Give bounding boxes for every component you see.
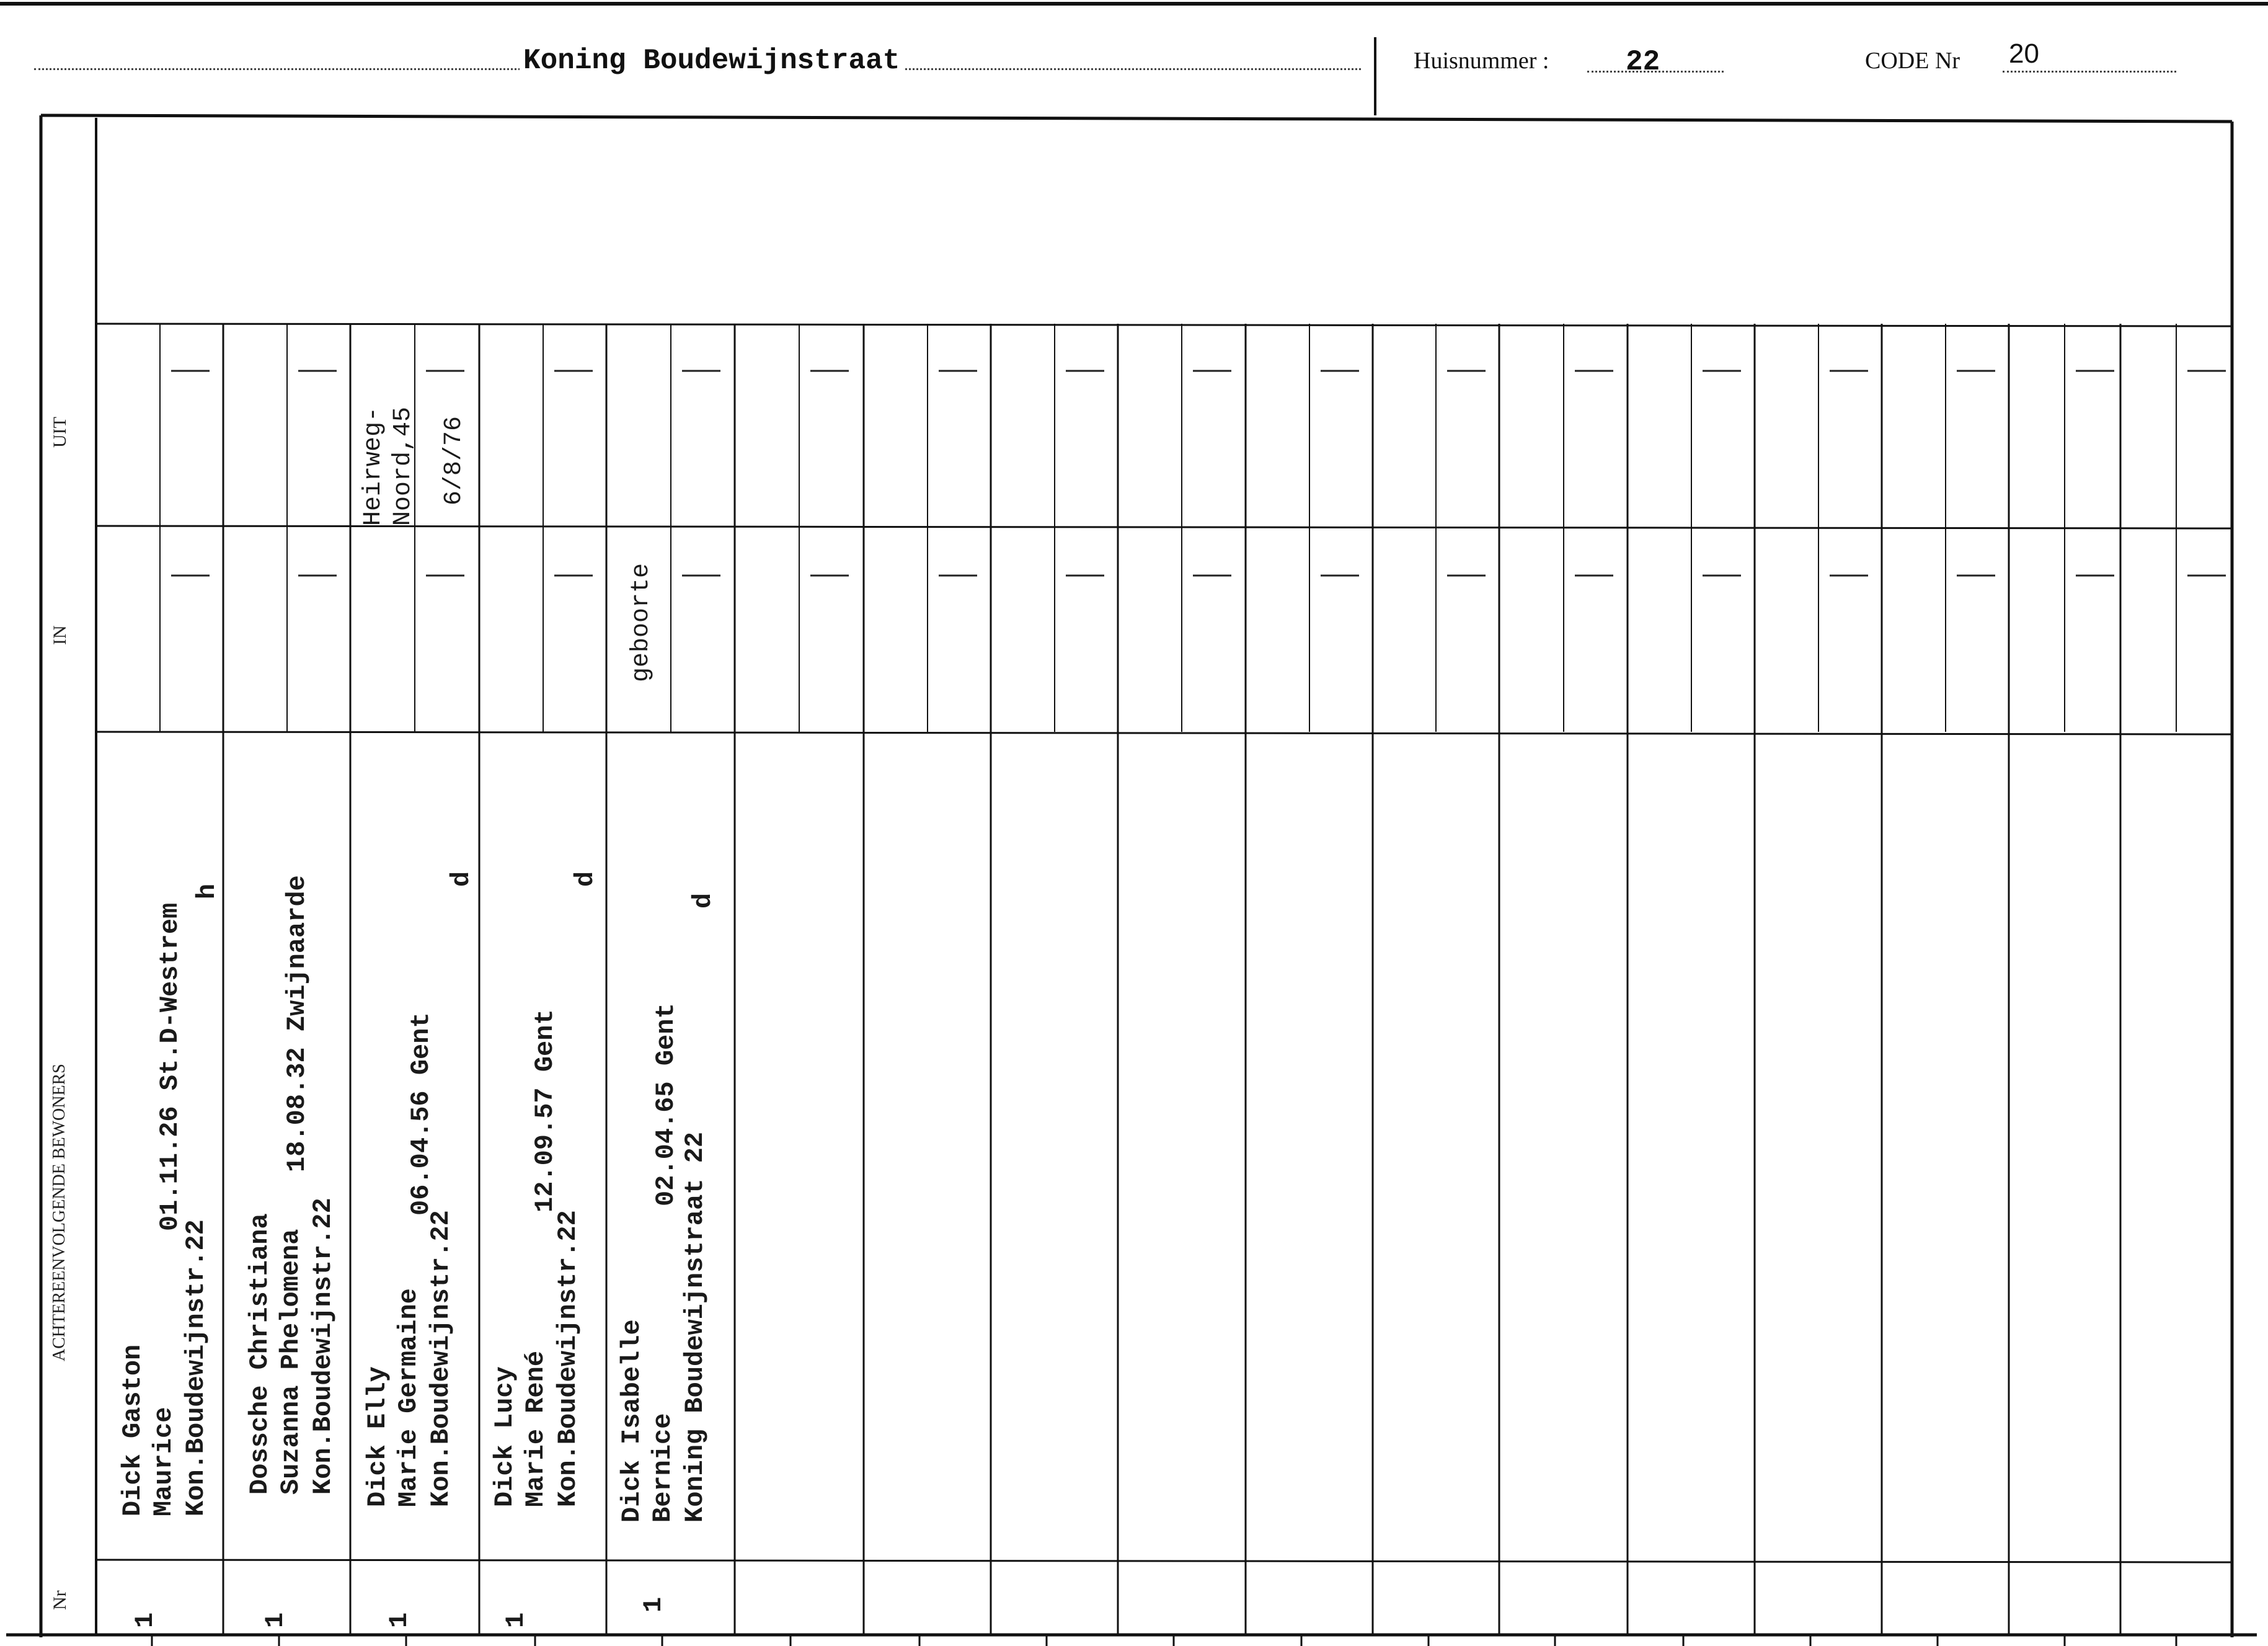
- row-label-uit: UIT: [50, 417, 70, 448]
- resident-uit-line2: Noord,45: [389, 406, 417, 526]
- resident-name-line1: Dick Lucy: [490, 1366, 520, 1507]
- resident-nr: 1: [130, 1612, 160, 1628]
- huisnummer-value: 22: [1626, 46, 1660, 78]
- resident-in: geboorte: [627, 563, 655, 682]
- resident-code: d: [570, 871, 600, 887]
- resident-nr: 1: [260, 1612, 290, 1628]
- resident-birth: 18.08.32 Zwijnaarde: [282, 875, 312, 1172]
- huisnummer-label: Huisnummer :: [1414, 48, 1549, 74]
- resident-address: Kon.Boudewijnstr.22: [181, 1219, 211, 1516]
- resident-name-line2: Maurice: [149, 1407, 179, 1516]
- row-label-nr: Nr: [50, 1590, 70, 1610]
- resident-name-line2: Bernice: [648, 1413, 678, 1523]
- resident-birth: 01.11.26 St.D-Westrem: [155, 902, 185, 1231]
- row-line-uit-top: [96, 324, 2232, 326]
- resident-name-line2: Marie Germaine: [394, 1288, 423, 1507]
- resident-birth: 06.04.56 Gent: [406, 1012, 436, 1216]
- resident-name-line1: Dick Isabelle: [617, 1319, 647, 1523]
- resident-name-line2: Marie René: [521, 1350, 551, 1507]
- resident-birth: 02.04.65 Gent: [651, 1003, 681, 1206]
- resident-birth: 12.09.57 Gent: [530, 1009, 560, 1212]
- resident-nr: 1: [501, 1612, 531, 1628]
- row-line-bewoners-bottom: [96, 1560, 2232, 1562]
- resident-code: d: [688, 892, 718, 909]
- resident-nr: 1: [384, 1612, 414, 1628]
- code-value: 20: [2009, 38, 2039, 69]
- resident-address: Kon.Boudewijnstr.22: [308, 1198, 338, 1495]
- resident-code: h: [192, 883, 222, 899]
- resident-uit-line3: 6/8/76: [440, 416, 468, 505]
- row-label-bewoners: ACHTEREENVOLGENDE BEWONERS: [50, 1064, 69, 1361]
- street-name: Koning Boudewijnstraat: [520, 45, 903, 77]
- resident-address: Kon.Boudewijnstr.22: [426, 1210, 456, 1507]
- resident-name-line2: Suzanna Phelomena: [276, 1229, 306, 1495]
- form-grid: [0, 4, 2268, 1646]
- code-dotted-line: [2003, 71, 2176, 73]
- row-line-in-bottom: [96, 732, 2232, 734]
- resident-address: Koning Boudewijnstraat 22: [680, 1131, 710, 1523]
- resident-name-line1: Dick Gaston: [118, 1344, 148, 1516]
- resident-address: Kon.Boudewijnstr.22: [553, 1210, 583, 1507]
- resident-uit-line1: Heirweg-: [360, 406, 388, 526]
- resident-name-line1: Dick Elly: [363, 1366, 392, 1507]
- resident-name-line1: Dossche Christiana: [245, 1213, 275, 1495]
- resident-code: d: [446, 871, 476, 887]
- row-label-in: IN: [50, 625, 70, 645]
- row-line-uit-bottom: [96, 526, 2232, 528]
- code-label: CODE Nr: [1865, 48, 1960, 74]
- resident-nr: 1: [639, 1596, 668, 1613]
- frame-top-line: [41, 115, 2232, 122]
